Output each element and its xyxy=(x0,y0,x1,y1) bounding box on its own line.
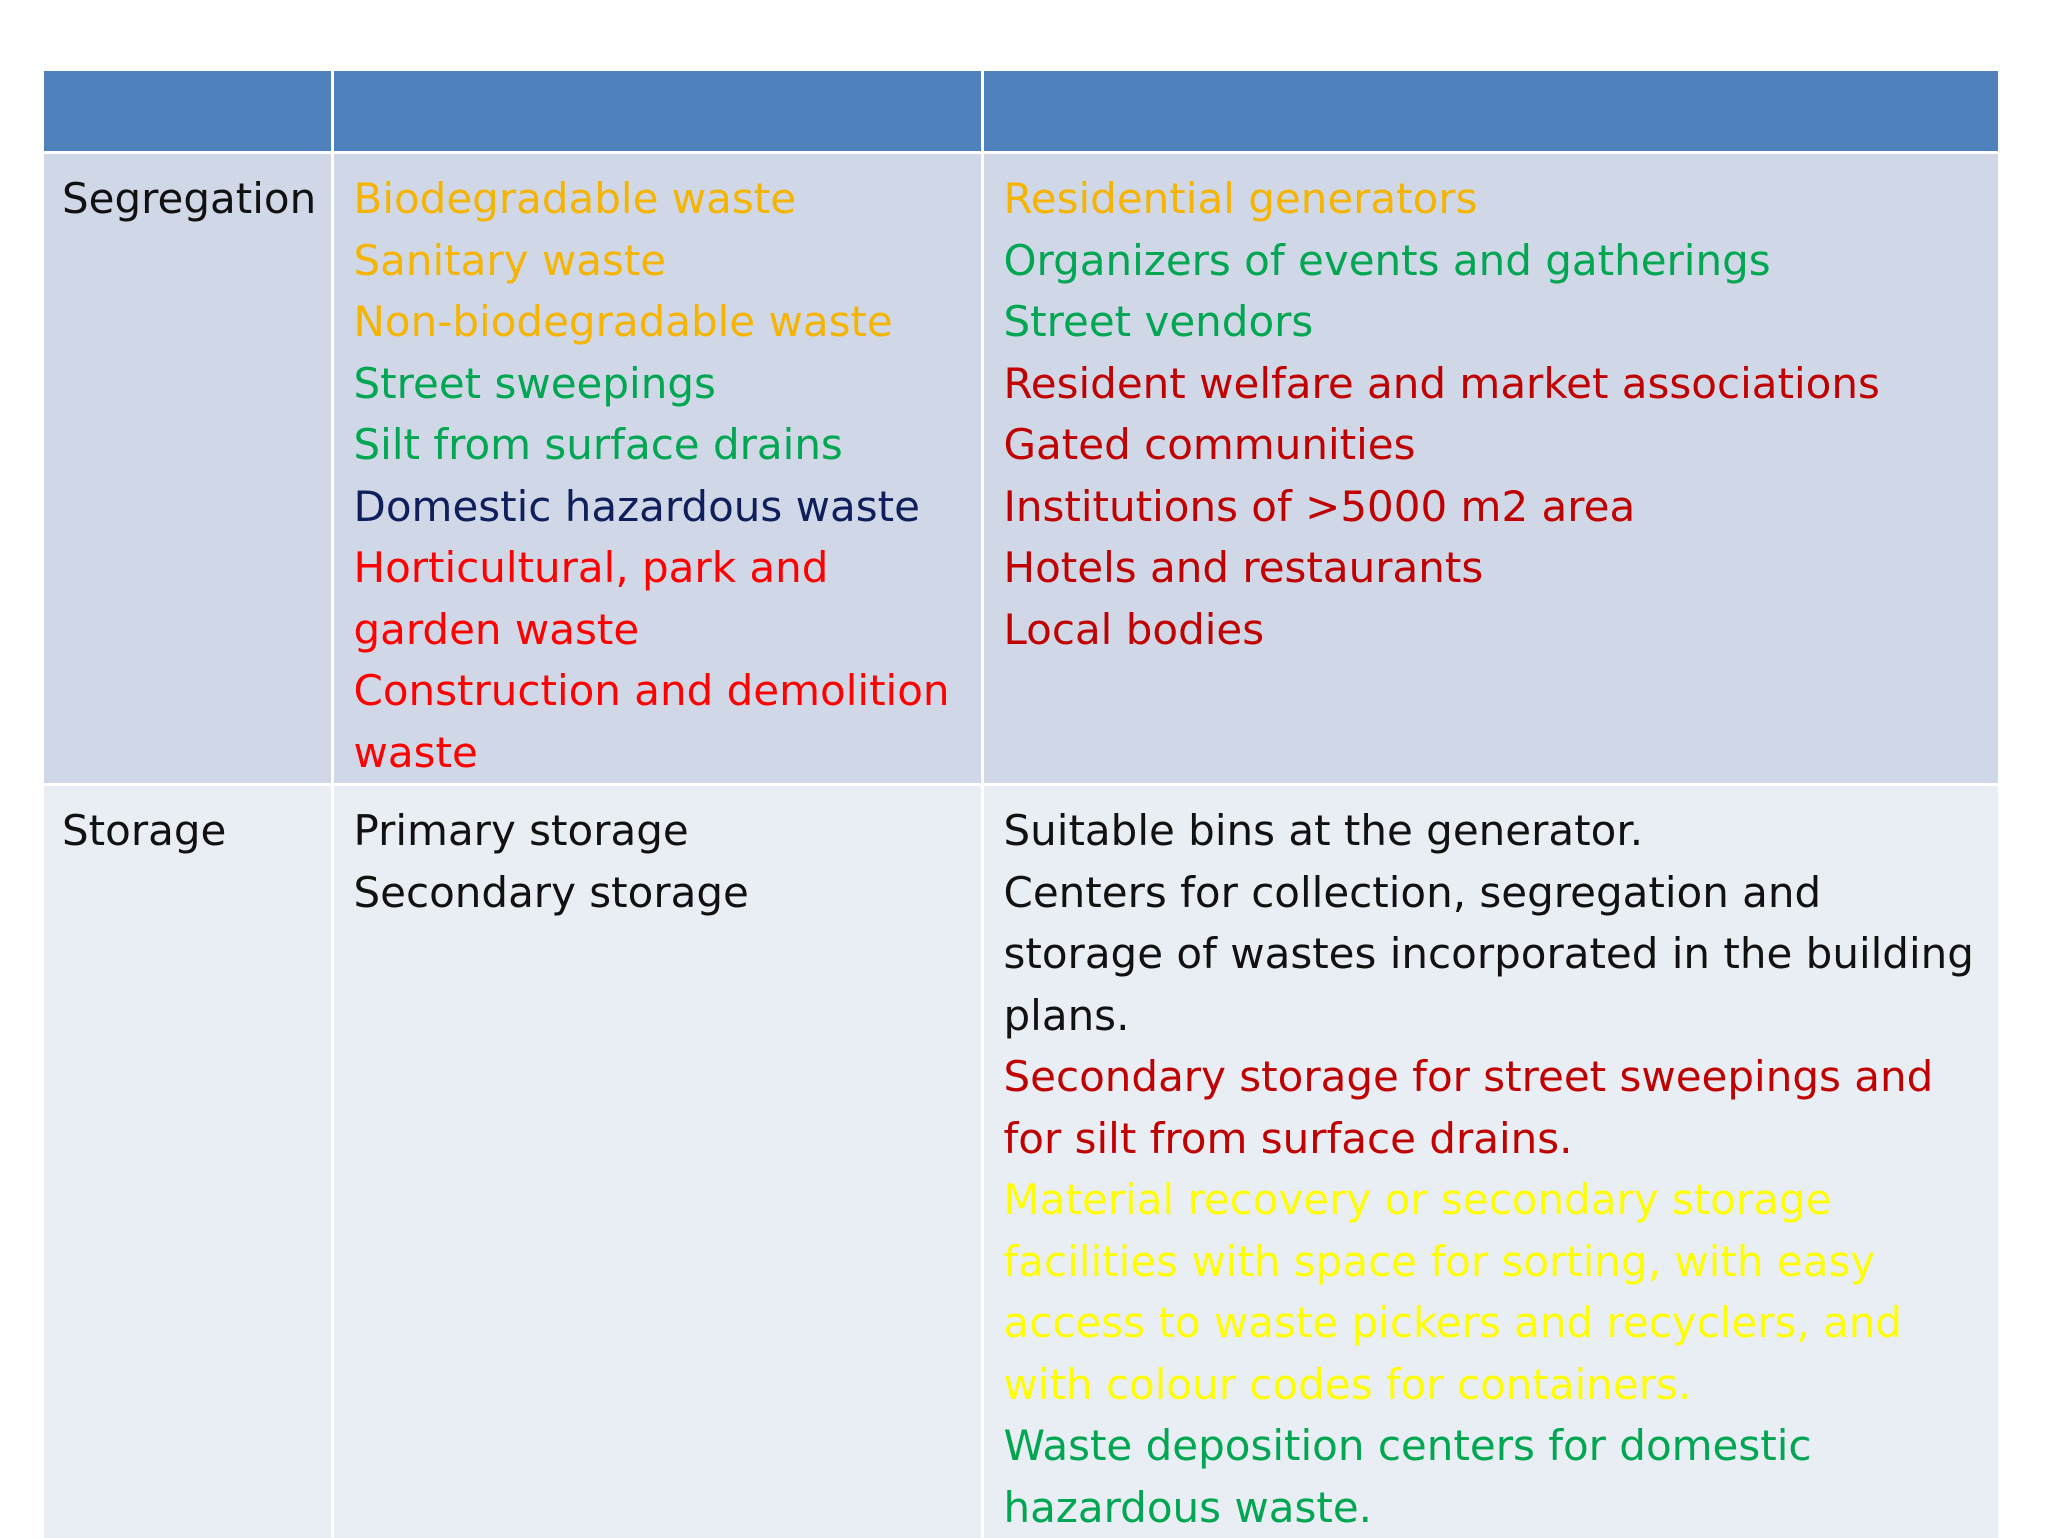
list-item: Silt from surface drains xyxy=(354,414,963,476)
list-item: Resident welfare and market associations xyxy=(1004,353,1981,415)
header-cell-1 xyxy=(44,71,332,153)
waste-management-table xyxy=(44,71,1998,1538)
storage-details-cell xyxy=(982,785,1998,1538)
row-label-cell xyxy=(44,785,332,1538)
storage-types-cell xyxy=(332,785,982,1538)
row-label: Segregation xyxy=(44,154,331,230)
list-item: Secondary storage for street sweepings and for silt from surface drains. xyxy=(1004,1046,1981,1169)
generators-cell xyxy=(982,153,1998,785)
table-header-row xyxy=(44,71,1998,153)
row-label: Storage xyxy=(44,786,331,862)
generators-list xyxy=(984,154,1999,660)
waste-types-list xyxy=(334,154,981,783)
storage-types-list xyxy=(334,786,981,923)
list-item: Street vendors xyxy=(1004,291,1981,353)
list-item: Gated communities xyxy=(1004,414,1981,476)
table-row-storage xyxy=(44,785,1998,1538)
storage-details-list xyxy=(984,786,1999,1538)
list-item: Secondary storage xyxy=(354,862,963,924)
waste-types-cell xyxy=(332,153,982,785)
list-item: Construction and demolition waste xyxy=(354,660,963,783)
list-item: Street sweepings xyxy=(354,353,963,415)
list-item: Centers for collection, segregation and storage of wastes incorporated in the building plans. xyxy=(1004,862,1981,1047)
header-cell-3 xyxy=(982,71,1998,153)
list-item: Local bodies xyxy=(1004,599,1981,661)
list-item: Material recovery or secondary storage facilities with space for sorting, with easy access to waste pickers and recyclers, and with colour codes for containers. xyxy=(1004,1169,1981,1415)
list-item: Hotels and restaurants xyxy=(1004,537,1981,599)
list-item: Institutions of >5000 m2 area xyxy=(1004,476,1981,538)
list-item: Horticultural, park and garden waste xyxy=(354,537,963,660)
row-label-cell xyxy=(44,153,332,785)
table-row-segregation xyxy=(44,153,1998,785)
list-item: Waste deposition centers for domestic hazardous waste. xyxy=(1004,1415,1981,1538)
header-cell-2 xyxy=(332,71,982,153)
list-item: Residential generators xyxy=(1004,168,1981,230)
list-item: Suitable bins at the generator. xyxy=(1004,800,1981,862)
list-item: Sanitary waste xyxy=(354,230,963,292)
list-item: Primary storage xyxy=(354,800,963,862)
list-item: Domestic hazardous waste xyxy=(354,476,963,538)
list-item: Biodegradable waste xyxy=(354,168,963,230)
list-item: Organizers of events and gatherings xyxy=(1004,230,1981,292)
list-item: Non-biodegradable waste xyxy=(354,291,963,353)
